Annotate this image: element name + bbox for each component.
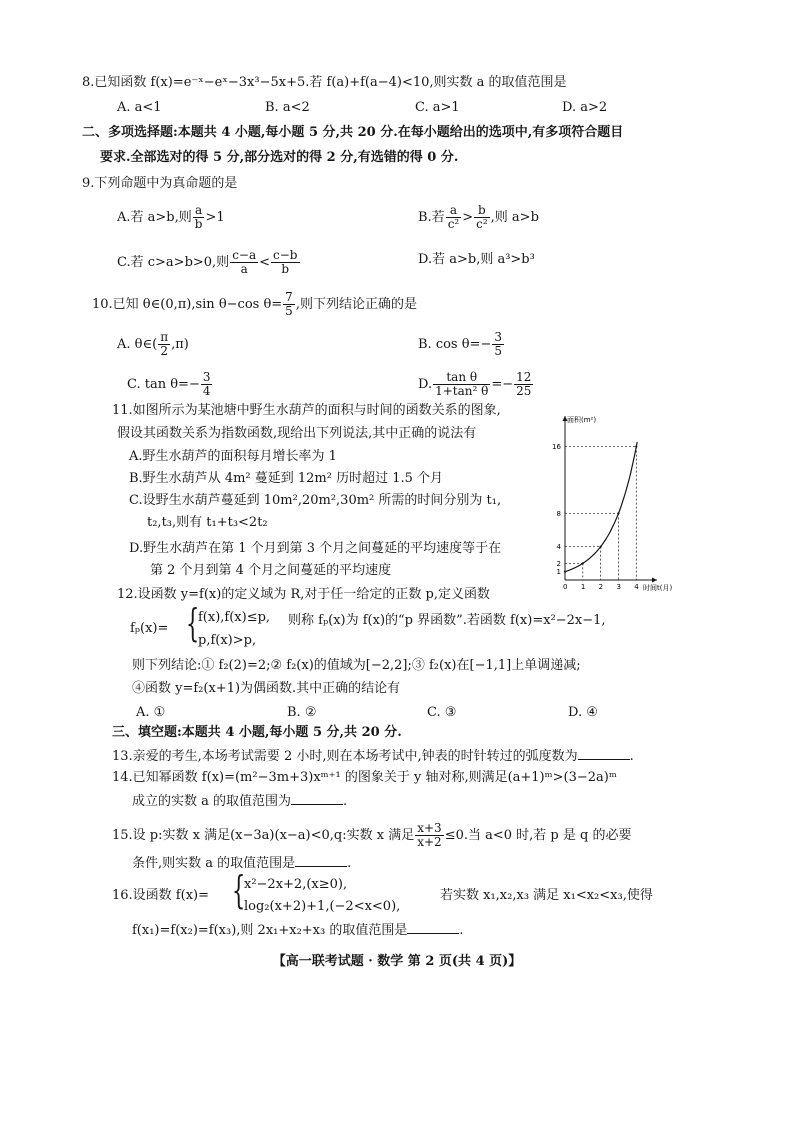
q16-line-2: f(x₁)=f(x₂)=f(x₃),则 2x₁+x₂+x₃ 的取值范围是 . xyxy=(132,923,464,938)
y-tick-label: 1 xyxy=(556,568,561,577)
fraction: $\frac{12}{25}$ xyxy=(516,370,532,398)
fraction: $\frac{7}{5}$ xyxy=(285,290,293,318)
fraction: $\frac{a}{\text{c²}}$ xyxy=(447,203,460,231)
fraction: $\frac{\text{tan θ}}{\text{1+tan² θ}}$ xyxy=(435,370,489,398)
q16-pre: 16.设函数 f(x)= xyxy=(112,888,209,903)
y-tick-label: 4 xyxy=(556,543,561,552)
q12-line-4: ④函数 y=f₂(x+1)为偶函数.其中正确的结论有 xyxy=(132,681,401,696)
q10-stem: 10.已知 θ∈(0,π),sin θ−cos θ= $\frac{7}{5}$ ,则下列结论正确的是 xyxy=(92,290,417,318)
q13-stem: 13.亲爱的考生,本场考试需要 2 小时,则在本场考试中,钟表的时针转过的弧度数为 . xyxy=(112,749,634,764)
q16-case-1: x²−2x+2,(x≥0), xyxy=(244,877,348,892)
q16-post: 若实数 x₁,x₂,x₃ 满足 x₁<x₂<x₃,使得 xyxy=(440,888,653,903)
q12-option-b: B. ② xyxy=(287,705,317,720)
q11-option-a: A.野生水葫芦的面积每月增长率为 1 xyxy=(129,449,337,464)
q9-option-a: A.若 a>b,则 $\frac{a}{b}$ >1 xyxy=(117,203,225,231)
page-footer: 【高一联考试题 · 数学 第 2 页(共 4 页)】 xyxy=(272,954,522,969)
data-point xyxy=(600,546,602,548)
q8-stem: 8.已知函数 f(x)=e⁻ˣ−eˣ−3x³−5x+5.若 f(a)+f(a−4)<10,则实数 a 的取值范围是 xyxy=(82,75,567,90)
q10-option-b: B. cos θ=− $\frac{3}{5}$ xyxy=(418,330,502,358)
data-point xyxy=(564,571,566,573)
q11-line-1: 11.如图所示为某池塘中野生水葫芦的面积与时间的函数关系的图象, xyxy=(112,403,501,418)
y-tick-label: 8 xyxy=(556,509,561,518)
q11-option-b: B.野生水葫芦从 4m² 蔓延到 12m² 历时超过 1.5 个月 xyxy=(129,471,444,486)
q9-option-b: B.若 $\frac{a}{\text{c²}}$ > $\frac{b}{\text{c²}}$ ,则 a>b xyxy=(418,203,539,231)
fraction: $\frac{b}{\text{c²}}$ xyxy=(476,203,488,231)
answer-blank xyxy=(291,792,343,805)
fraction: $\frac{c-a}{a}$ xyxy=(232,248,257,276)
fraction: $\frac{3}{5}$ xyxy=(494,330,502,358)
q12-line-1: 12.设函数 y=f(x)的定义域为 R,对于任一给定的正数 p,定义函数 xyxy=(117,587,490,602)
q10-option-a: A. θ∈( $\frac{\pi}{2}$ ,π) xyxy=(117,330,189,358)
q15-line-2: 条件,则实数 a 的取值范围是 . xyxy=(132,856,352,871)
q12-line-3: 则下列结论:① f₂(2)=2;② f₂(x)的值域为[−2,2];③ f₂(x)在[−1,1]上单调递减; xyxy=(132,658,581,673)
q12-option-d: D. ④ xyxy=(568,705,598,720)
q11-line-2: 假设其函数关系为指数函数,现给出下列说法,其中正确的说法有 xyxy=(117,426,477,441)
q10-option-d: D. $\frac{\text{tan θ}}{\text{1+tan² θ}}$ =− $\frac{12}{25}$ xyxy=(418,370,532,398)
q8-option-d: D. a>2 xyxy=(562,100,608,115)
brace: { xyxy=(232,868,246,912)
exponential-curve xyxy=(565,442,637,572)
fraction: $\frac{c-b}{b}$ xyxy=(273,248,298,276)
data-point xyxy=(582,562,584,564)
q8-option-c: C. a>1 xyxy=(415,100,460,115)
q9-a-text: A.若 a>b,则 xyxy=(117,210,192,225)
answer-blank xyxy=(407,921,459,934)
q11-option-d-line-1: D.野生水葫芦在第 1 个月到第 3 个月之间蔓延的平均速度等于在 xyxy=(129,541,502,556)
x-axis-label: 时间t(月) xyxy=(643,584,673,592)
q12-case-1: f(x),f(x)≤p, xyxy=(198,610,271,625)
y-axis-label: 面积(m²) xyxy=(567,416,597,424)
brace: { xyxy=(186,601,200,645)
q12-case-2: p,f(x)>p, xyxy=(198,633,257,648)
q12-def-post: 则称 fₚ(x)为 f(x)的“p 界函数”.若函数 f(x)=x²−2x−1, xyxy=(288,613,606,628)
answer-blank xyxy=(295,854,347,867)
fraction: $\frac{\pi}{2}$ xyxy=(160,330,169,358)
q12-option-c: C. ③ xyxy=(427,705,457,720)
x-axis-arrow xyxy=(652,578,657,583)
q8-option-a: A. a<1 xyxy=(117,100,162,115)
fraction: $\frac{x+3}{x+2}$ xyxy=(417,821,442,849)
q12-def-lhs: fₚ(x)= xyxy=(130,621,169,636)
section-3-heading: 三、填空题:本题共 4 小题,每小题 5 分,共 20 分. xyxy=(112,725,402,740)
q14-line-1: 14.已知幂函数 f(x)=(m²−3m+3)xᵐ⁺¹ 的图象关于 y 轴对称,则满足(a+1)ᵐ>(3−2a)ᵐ xyxy=(112,770,617,785)
section-2-heading: 二、多项选择题:本题共 4 小题,每小题 5 分,共 20 分.在每小题给出的选项中,有多项符合题目 xyxy=(82,125,624,140)
q16-case-2: log₂(x+2)+1,(−2<x<0), xyxy=(244,899,401,914)
section-2-instructions: 要求.全部选对的得 5 分,部分选对的得 2 分,有选错的得 0 分. xyxy=(100,150,459,165)
data-point xyxy=(617,512,619,514)
y-tick-label: 16 xyxy=(552,443,561,452)
q11-graph xyxy=(545,402,675,597)
q11-option-c-line-1: C.设野生水葫芦蔓延到 10m²,20m²,30m² 所需的时间分别为 t₁, xyxy=(129,493,502,508)
q11-option-c-line-2: t₂,t₃,则有 t₁+t₃<2t₂ xyxy=(147,515,268,530)
answer-blank xyxy=(578,747,630,760)
x-tick-label: 4 xyxy=(634,583,639,591)
fraction: $\frac{3}{4}$ xyxy=(202,370,211,398)
y-tick-label: 2 xyxy=(556,559,561,568)
data-point xyxy=(635,446,637,448)
q9-stem: 9.下列命题中为真命题的是 xyxy=(82,176,238,191)
x-tick-label: 1 xyxy=(580,583,586,591)
q10-option-c: C. tan θ=− $\frac{3}{4}$ xyxy=(127,370,211,398)
q8-option-b: B. a<2 xyxy=(265,100,310,115)
x-tick-label: 0 xyxy=(563,583,568,591)
x-tick-label: 2 xyxy=(598,583,604,591)
q12-option-a: A. ① xyxy=(136,705,166,720)
x-tick-label: 3 xyxy=(616,583,621,591)
q11-option-d-line-2: 第 2 个月到第 4 个月之间蔓延的平均速度 xyxy=(150,563,392,578)
q9-option-c: C.若 c>a>b>0,则 $\frac{c-a}{a}$ < $\frac{c-b}{b}$ xyxy=(117,248,298,276)
fraction: $\frac{a}{b}$ xyxy=(194,203,203,231)
q15-stem: 15.设 p:实数 x 满足(x−3a)(x−a)<0,q:实数 x 满足 $\frac{x+3}{x+2}$ ≤0.当 a<0 时,若 p 是 q 的必要 xyxy=(112,821,632,849)
q14-line-2: 成立的实数 a 的取值范围为 . xyxy=(132,794,348,809)
q9-option-d: D.若 a>b,则 a³>b³ xyxy=(418,252,535,267)
